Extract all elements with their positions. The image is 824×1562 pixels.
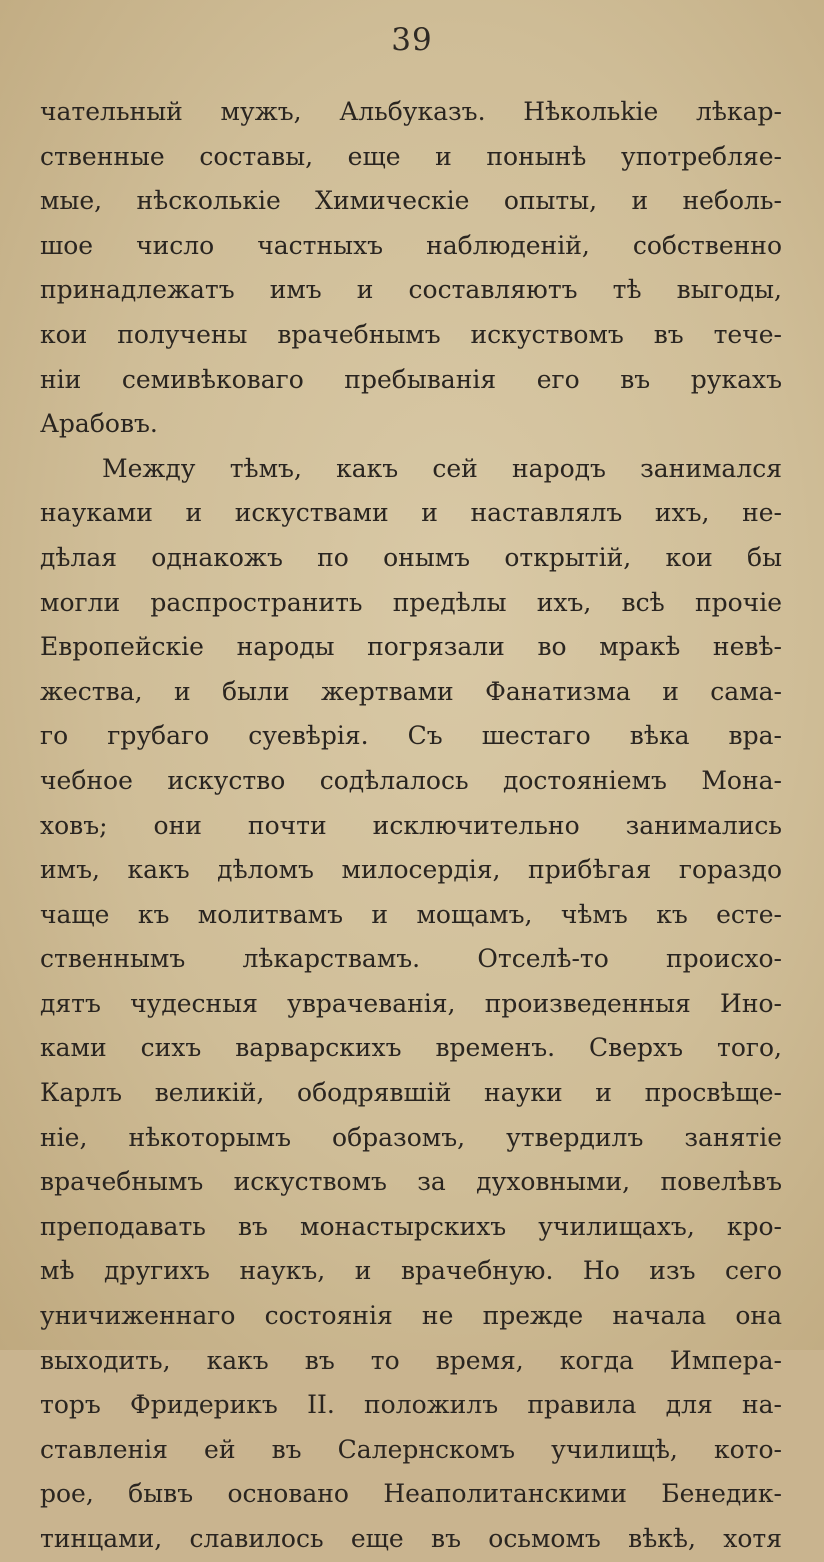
text-line: чаще къ молитвамъ и мощамъ, чѣмъ къ есте- <box>40 899 782 929</box>
text-line: Арабовъ. <box>40 409 158 439</box>
text-line: принадлежатъ имъ и составляютъ тѣ выгоды, <box>40 275 782 305</box>
text-line: рое, бывъ основано Неаполитанскими Бенедик- <box>40 1479 782 1509</box>
text-line: выходить, какъ въ то время, когда Импера- <box>40 1345 782 1375</box>
text-line: ками сихъ варварскихъ временъ. Сверхъ того, <box>40 1033 782 1063</box>
text-line: чательный мужъ, Альбуказъ. Нѣкольkie лѣкар- <box>40 97 782 126</box>
text-line: дѣлая однакожъ по онымъ открытiй, кои бы <box>40 542 782 572</box>
text-line: го грубаго суевѣрiя. Съ шестаго вѣка вра- <box>40 721 782 751</box>
text-line: чебное искуство содѣлалось достоянiемъ Мона- <box>40 765 782 795</box>
text-line: Карлъ великiй, ободрявшiй науки и просвѣще- <box>40 1078 782 1108</box>
text-line: науками и искуствами и наставлялъ ихъ, не- <box>40 498 782 528</box>
page-number: 39 <box>391 22 433 58</box>
text-line: шое число частныхъ наблюденій, собственно <box>40 230 782 260</box>
text-line: ховъ; они почти исключительно занимались <box>40 810 782 840</box>
text-line: нie, нѣкоторымъ образомъ, утвердилъ занятie <box>40 1122 782 1152</box>
text-line: мѣ другихъ наукъ, и врачебную. Но изъ сего <box>40 1256 782 1286</box>
text-line: имъ, какъ дѣломъ милосердiя, прибѣгая гораздо <box>40 855 782 885</box>
text-line: уничиженнаго состоянiя не прежде начала она <box>40 1301 782 1331</box>
text-line: мые, нѣсколькie Химическie опыты, и неболь- <box>40 186 782 216</box>
text-line: ственные составы, еще и понынѣ употребляе- <box>40 141 782 171</box>
text-line: ственнымъ лѣкарствамъ. Отселѣ-то происхо- <box>40 944 782 974</box>
text-line: преподавать въ монастырскихъ училищахъ, кро- <box>40 1211 782 1241</box>
text-line: врачебнымъ искуствомъ за духовными, повелѣвъ <box>40 1167 782 1197</box>
text-line: дятъ чудесныя уврачеванiя, произведенныя Ино- <box>40 988 782 1018</box>
text-line: могли распространить предѣлы ихъ, всѣ прочie <box>40 587 782 617</box>
text-line: нiи семивѣковаго пребыванiя его въ рукахъ <box>40 364 782 394</box>
text-line: Европейскie народы погрязали во мракѣ невѣ- <box>40 632 782 662</box>
text-line: кои получены врачебнымъ искуствомъ въ тече- <box>40 319 782 349</box>
text-line: торъ Фридерикъ II. положилъ правила для на- <box>40 1390 782 1420</box>
body-text <box>40 90 782 1562</box>
text-line: жества, и были жертвами Фанатизма и сама- <box>40 676 782 706</box>
text-line: тинцами, славилось еще въ осьмомъ вѣкѣ, хотя <box>40 1524 782 1553</box>
paragraph-first-line: Между тѣмъ, какъ сей народъ занимался <box>102 453 782 483</box>
text-line: ставленiя ей въ Салернскомъ училищѣ, кото- <box>40 1434 782 1464</box>
